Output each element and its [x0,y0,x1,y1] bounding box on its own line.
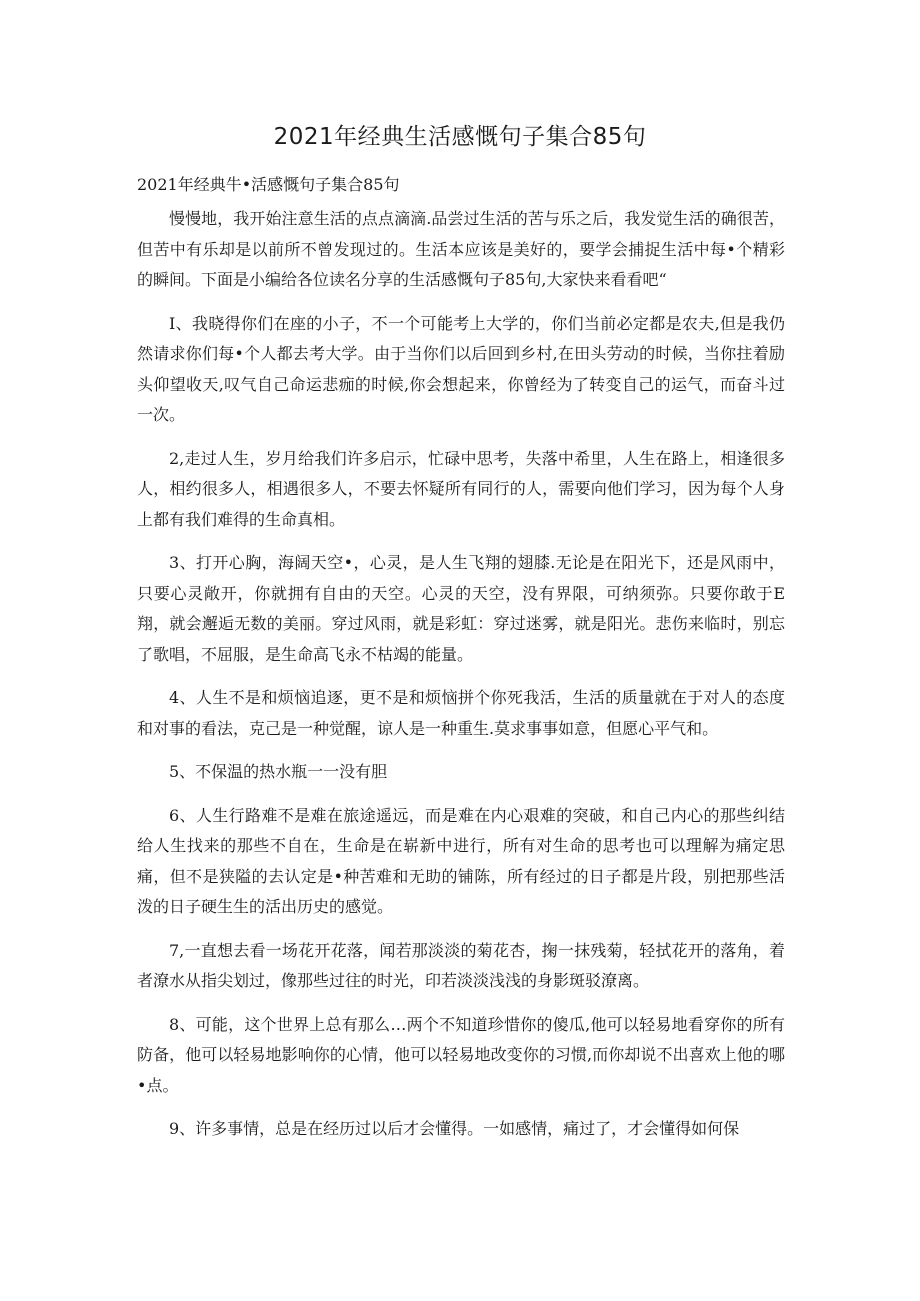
paragraph-8: 8、可能，这个世界上总有那么…两个不知道珍惜你的傻瓜,他可以轻易地看穿你的所有防备，他可以轻易地影响你的心情，他可以轻易地改变你的习惯,而你却说不出喜欢上他的哪•点。 [137,1014,785,1095]
paragraph-3: 3、打开心胸，海阔天空•，心灵，是人生飞翔的翅膝.无论是在阳光下，还是风雨中，只要心灵敞开，你就拥有自由的天空。心灵的天空，没有界限，可纳须弥。只要你敢于E翔，就会邂逅无数的美丽。穿过风雨，就是彩虹：穿过迷雾，就是阳光。悲伤来临时，别忘了歌唱，不屈服，是生命高飞永不枯竭的能量。 [137,553,785,664]
document-title: 2021年经典生活感慨句子集合85句 [273,124,647,150]
document-subtitle: 2021年经典牛•活感慨句子集合85句 [137,175,400,194]
paragraph-1: I、我晓得你们在座的小子，不一个可能考上大学的，你们当前必定都是农夫,但是我仍然请求你们每•个人都去考大学。由于当你们以后回到乡村,在田头劳动的时候，当你拄着励头仰望收天,叹气自己命运悲痂的时候,你会想起来，你曾经为了转变自己的运气，而奋斗过一次。 [137,313,785,424]
paragraph-9: 9、许多事情，总是在经历过以后才会懂得。一如感情，痛过了，才会懂得如何保 [169,1119,740,1138]
paragraph-4: 4、人生不是和烦恼追逐，更不是和烦恼拼个你死我活，生活的质量就在于对人的态度和对事的看法，克己是一种觉醒，谅人是一种重生.莫求事事如意，但愿心平气和。 [137,688,785,738]
paragraph-6: 6、人生行路难不是难在旅途遥远，而是难在内心艰难的突破，和自己内心的那些纠结给人生找来的那些不自在，生命是在崭新中进行，所有对生命的思考也可以理解为痛定思痛，但不是狭隘的去认定是•种苦难和无助的铺陈，所有经过的日子都是片段，别把那些活泼的日子硬生生的活出历史的感觉。 [137,805,785,916]
paragraph-2: 2,走过人生，岁月给我们许多启示，忙碌中思考，失落中希里，人生在路上，相逢很多人，相约很多人，相遇很多人，不要去怀疑所有同行的人，需要向他们学习，因为每个人身上都有我们难得的生命真相。 [137,448,785,529]
paragraph-5: 5、不保温的热水瓶一一没有胆 [169,762,388,781]
document-body [137,204,785,1158]
paragraph-7: 7,一直想去看一场花开花落，闻若那淡淡的菊花杏，掬一抹残菊，轻拭花开的落角，着者潦水从指尖划过，像那些过往的时光，印若淡淡浅浅的身影斑驳潦离。 [137,940,785,990]
paragraph-intro: 慢慢地，我开始注意生活的点点滴滴.品尝过生活的苦与乐之后，我发觉生活的确很苦，但苦中有乐却是以前所不曾发现过的。生活本应该是美好的，要学会捕捉生活中每•个精彩的瞬间。下面是小编给各位读名分享的生活感慨句子85句,大家快来看看吧“ [137,209,785,289]
